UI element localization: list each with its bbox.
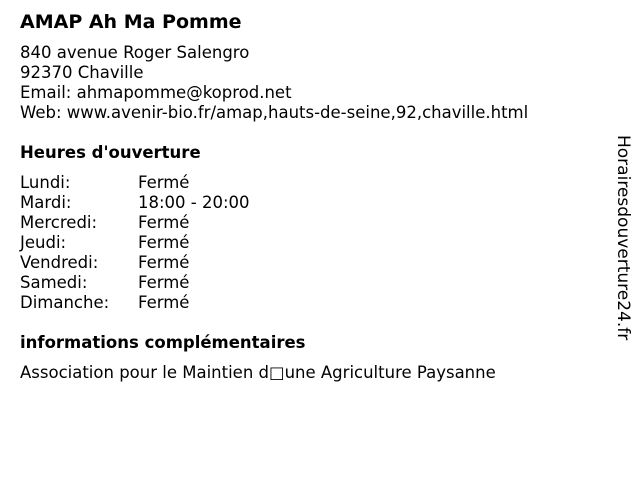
additional-info-heading: informations complémentaires — [20, 333, 306, 352]
business-name: AMAP Ah Ma Pomme — [20, 11, 242, 33]
hours-row-saturday — [20, 273, 600, 293]
hours-day-label: Jeudi: — [20, 233, 67, 252]
hours-day-label: Lundi: — [20, 173, 71, 192]
address-city: 92370 Chaville — [20, 63, 144, 82]
opening-hours-heading: Heures d'ouverture — [20, 143, 201, 162]
email-line: Email: ahmapomme@koprod.net — [20, 83, 292, 102]
hours-value: Fermé — [138, 173, 190, 192]
hours-value: Fermé — [138, 213, 190, 232]
opening-hours-table — [20, 173, 600, 313]
website-line: Web: www.avenir-bio.fr/amap,hauts-de-seine,92,chaville.html — [20, 103, 529, 122]
hours-value: 18:00 - 20:00 — [138, 193, 250, 212]
hours-row-sunday — [20, 293, 600, 313]
additional-info-text: Association pour le Maintien d□une Agriculture Paysanne — [20, 363, 496, 382]
site-watermark: Horairesdouverture24.fr — [613, 135, 633, 341]
hours-row-monday — [20, 173, 600, 193]
hours-value: Fermé — [138, 273, 190, 292]
hours-value: Fermé — [138, 233, 190, 252]
address-street: 840 avenue Roger Salengro — [20, 43, 250, 62]
hours-day-label: Dimanche: — [20, 293, 110, 312]
hours-row-friday — [20, 253, 600, 273]
hours-day-label: Mercredi: — [20, 213, 98, 232]
hours-value: Fermé — [138, 293, 190, 312]
hours-day-label: Mardi: — [20, 193, 72, 212]
hours-day-label: Samedi: — [20, 273, 88, 292]
hours-day-label: Vendredi: — [20, 253, 99, 272]
hours-row-wednesday — [20, 213, 600, 233]
hours-row-thursday — [20, 233, 600, 253]
hours-row-tuesday — [20, 193, 600, 213]
business-card — [20, 10, 600, 383]
hours-value: Fermé — [138, 253, 190, 272]
